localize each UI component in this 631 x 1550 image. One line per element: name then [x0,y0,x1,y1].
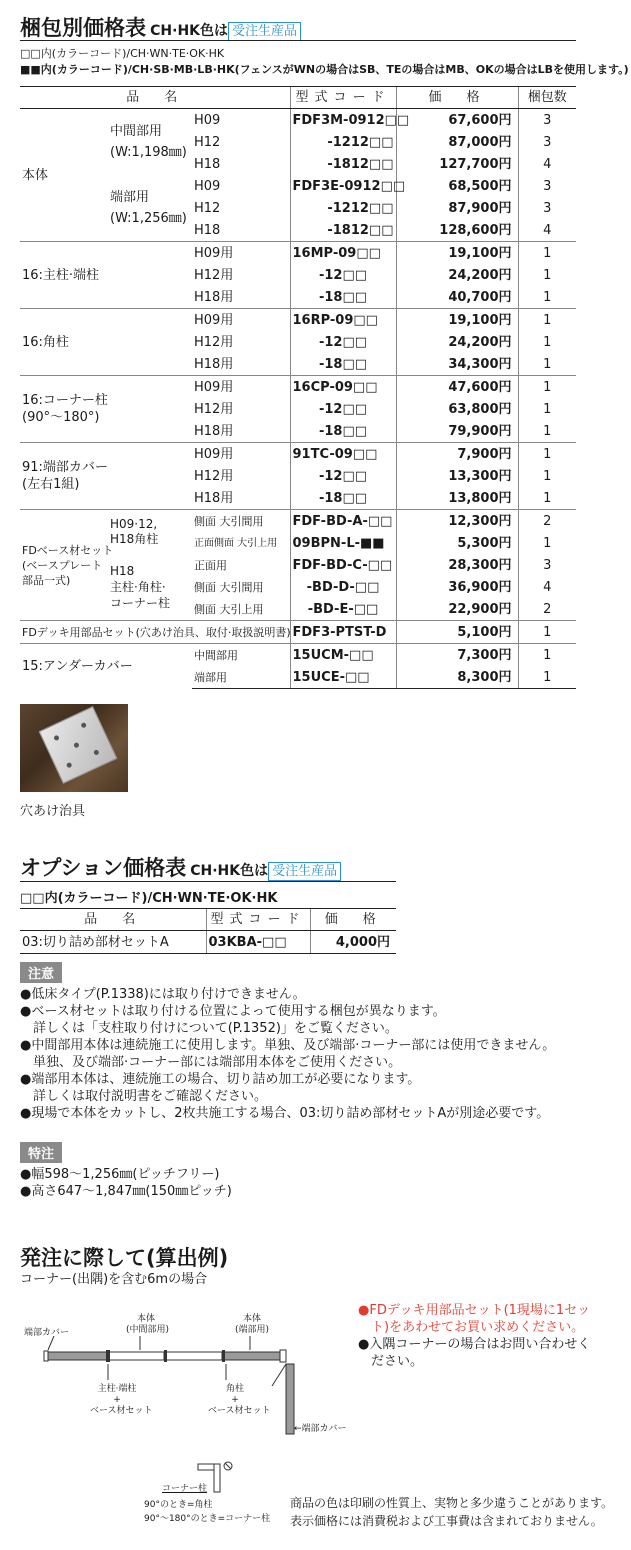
label-body-end: 本体 (端部用) [234,1314,270,1335]
qty-cell: 1 [518,644,576,667]
caution-line: ●現場で本体をカットし、2枚共施工する場合、03:切り詰め部材セットAが別途必要です。 [20,1106,550,1121]
price-cell: 7,300円 [396,644,518,667]
order-note: ●入隅コーナーの場合はお問い合わせく [358,1337,591,1352]
code-cell: -18□□ [290,420,396,443]
code-cell: 09BPN-L-■■ [290,532,396,554]
header-code: 型式コード [290,87,396,109]
sub-label: H09·12, H18角柱 [108,510,192,555]
code-cell: -1812□□ [290,153,396,175]
option-rule [20,881,396,882]
caution-line: ●端部用本体は、連続施工の場合、切り詰め加工が必要になります。 [20,1072,421,1087]
qty-cell: 1 [518,309,576,332]
size-cell: H18 [194,156,221,172]
size-cell: H18用 [194,423,234,439]
label-corner-post: コーナー柱 [162,1484,208,1494]
size-cell: 側面 大引上用 [194,602,264,616]
size-cell: 側面 大引間用 [192,510,290,533]
header-price: 価 格 [310,909,396,931]
code-cell: -12□□ [290,331,396,353]
price-cell: 40,700円 [396,286,518,309]
packing-badge: 受注生産品 [228,22,301,41]
price-cell: 128,600円 [396,219,518,242]
size-cell: H18用 [194,289,234,305]
code-cell: 91TC-09□□ [290,443,396,466]
price-cell: 8,300円 [396,666,518,689]
price-cell: 24,200円 [396,264,518,286]
size-cell: H12用 [194,401,234,417]
qty-cell: 3 [518,175,576,197]
code-cell: FDF3-PTST-D [290,621,396,644]
packing-color-note: CH·HK色は [150,23,229,39]
price-cell: 127,700円 [396,153,518,175]
size-cell: H09用 [192,309,290,332]
qty-cell: 3 [518,554,576,576]
qty-cell: 3 [518,109,576,132]
option-badge: 受注生産品 [268,862,341,881]
caution-line: ●ベース材セットは取り付ける位置によって使用する梱包が異なります。 [20,1004,446,1019]
code-cell: -1812□□ [290,219,396,242]
qty-cell: 1 [518,465,576,487]
code-cell: -1212□□ [290,197,396,219]
header-name: 品 名 [20,909,206,931]
order-note-red: ト)をあわせてお買い求めください。 [358,1320,585,1335]
price-cell: 5,100円 [396,621,518,644]
packing-title-block [20,12,301,42]
caution-line: ●低床タイプ(P.1338)には取り付けできません。 [20,987,306,1002]
order-title: 発注に際して(算出例) [20,1246,229,1270]
price-cell: 4,000円 [310,931,396,954]
size-cell: H12用 [194,267,234,283]
price-cell: 12,300円 [396,510,518,533]
packing-note-2: ■■内(カラーコード)/CH·SB·MB·LB·HK(フェンスがWNの場合はSB、TEの場合はMB、OKの場合はLBを使用します。) [20,63,629,76]
qty-cell: 4 [518,153,576,175]
qty-cell: 2 [518,510,576,533]
price-cell: 22,900円 [396,598,518,621]
size-cell: H09用 [192,443,290,466]
price-cell: 79,900円 [396,420,518,443]
code-cell: -12□□ [290,264,396,286]
option-color-note: CH·HK色は [190,863,269,879]
price-cell: 5,300円 [396,532,518,554]
qty-cell: 4 [518,219,576,242]
footer-line: 表示価格には消費税および工事費は含まれておりません。 [290,1514,603,1528]
table-row [20,931,396,954]
code-cell: -BD-D-□□ [290,576,396,598]
code-cell: 16CP-09□□ [290,376,396,399]
title-rule [20,40,576,41]
price-cell: 63,800円 [396,398,518,420]
size-cell: 側面 大引間用 [194,580,264,594]
group-name: FDデッキ用部品セット(穴あけ治具、取付·取扱説明書) [20,621,290,644]
price-cell: 87,900円 [396,197,518,219]
table-row [20,309,576,332]
sub-label: 端部用 (W:1,256㎜) [110,190,187,226]
size-cell: H09用 [192,242,290,265]
price-cell: 13,300円 [396,465,518,487]
code-cell: -12□□ [290,465,396,487]
size-cell: 端部用 [192,666,290,689]
qty-cell: 1 [518,487,576,510]
table-row [20,443,576,466]
table-row [20,242,576,265]
code-cell: 03KBA-□□ [206,931,310,954]
size-cell: H09 [194,112,221,128]
size-cell: 正面側面 大引上用 [194,537,278,549]
caution-line: ●中間部用本体は連続施工に使用します。単独、及び端部·コーナー部には使用できません。 [20,1038,556,1053]
qty-cell: 1 [518,621,576,644]
special-tag: 特注 [20,1142,62,1163]
group-name: 16:コーナー柱 (90°～180°) [20,376,192,443]
size-cell: H12用 [194,468,234,484]
group-name: 15:アンダーカバー [20,644,192,689]
option-title: オプション価格表 [20,856,187,880]
caution-line: 詳しくは「支柱取り付けについて(P.1352)」をご覧ください。 [20,1021,398,1036]
table-row [20,109,576,132]
header-price: 価 格 [396,87,518,109]
code-cell: -1212□□ [290,131,396,153]
option-title-block [20,852,341,882]
code-cell: -18□□ [290,487,396,510]
size-cell: H18用 [194,490,234,506]
caution-line: 詳しくは取付説明書をご確認ください。 [20,1089,268,1104]
panel-side [286,1364,294,1434]
qty-cell: 1 [518,264,576,286]
qty-cell: 4 [518,576,576,598]
size-cell: H09用 [192,376,290,399]
table-header-row [20,909,396,931]
packing-note-1: □□内(カラーコード)/CH·WN·TE·OK·HK [20,47,225,60]
code-cell: 16RP-09□□ [290,309,396,332]
fence-plan-diagram [40,1336,310,1446]
label-corner-90: 90°のとき=角柱 [144,1500,213,1510]
qty-cell: 1 [518,666,576,689]
qty-cell: 1 [518,353,576,376]
table-header-row [20,87,576,109]
price-cell: 19,100円 [396,242,518,265]
photo-caption: 穴あけ治具 [20,804,86,819]
code-cell: FDF3E-0912□□ [290,175,396,197]
qty-cell: 1 [518,331,576,353]
code-cell: -18□□ [290,353,396,376]
header-name: 品 名 [20,87,290,109]
size-cell: H12 [194,200,221,216]
code-cell: -12□□ [290,398,396,420]
price-cell: 13,800円 [396,487,518,510]
footer-notes [290,1494,613,1530]
qty-cell: 1 [518,532,576,554]
option-price-table [20,908,396,954]
code-cell: -18□□ [290,286,396,309]
price-cell: 28,300円 [396,554,518,576]
code-cell: 15UCE-□□ [290,666,396,689]
size-cell: H18用 [194,356,234,372]
table-row [20,510,576,533]
label-corner-180: 90°～180°のとき=コーナー柱 [144,1514,271,1524]
panel-middle-1 [108,1352,164,1360]
qty-cell: 1 [518,242,576,265]
label-body-middle: 本体 (中間部用) [126,1314,170,1335]
special-line: ●幅598～1,256㎜(ピッチフリー) [20,1167,220,1182]
qty-cell: 1 [518,376,576,399]
order-note: ださい。 [358,1354,424,1369]
qty-cell: 1 [518,420,576,443]
size-cell: 正面用 [194,558,227,572]
code-cell: FDF-BD-C-□□ [290,554,396,576]
caution-line: 単独、及び端部·コーナー部には端部用本体をご使用ください。 [20,1055,402,1070]
footer-line: 商品の色は印刷の性質上、実物と多少違うことがあります。 [290,1496,614,1510]
label-main-post: 主柱·端柱 + ベース材セット [90,1384,153,1416]
special-list [20,1166,232,1200]
code-cell: 16MP-09□□ [290,242,396,265]
sub-label: H18 主柱·角柱· コーナー柱 [110,564,171,610]
panel-end-right [224,1352,280,1360]
header-qty: 梱包数 [518,87,576,109]
jig-plate-shape [39,706,118,784]
group-name: 本体 [22,167,49,183]
size-cell: H09 [194,178,221,194]
price-cell: 67,600円 [396,109,518,132]
code-cell: -BD-E-□□ [290,598,396,621]
qty-cell: 1 [518,286,576,309]
order-subtitle: コーナー(出隅)を含む6mの場合 [20,1272,208,1287]
caution-list [20,986,555,1122]
header-code: 型式コード [206,909,310,931]
price-cell: 87,000円 [396,131,518,153]
table-row [20,376,576,399]
size-cell: H18 [194,222,221,238]
label-end-cover: 端部カバー [24,1328,70,1338]
caution-tag: 注意 [20,962,62,983]
group-name: 91:端部カバー (左右1組) [20,443,192,510]
code-cell: 15UCM-□□ [290,644,396,667]
price-cell: 24,200円 [396,331,518,353]
packing-title: 梱包別価格表 [20,16,146,40]
corner-post [280,1350,286,1362]
qty-cell: 3 [518,197,576,219]
label-square-post: 角柱 + ベース材セット [208,1384,271,1416]
price-cell: 34,300円 [396,353,518,376]
sub-label: 中間部用 (W:1,198㎜) [110,124,187,160]
table-row [20,644,576,667]
price-cell: 68,500円 [396,175,518,197]
price-cell: 36,900円 [396,576,518,598]
packing-price-table [20,86,576,689]
group-name: 16:主柱·端柱 [20,242,192,309]
size-cell: H12 [194,134,221,150]
group-name: FDベース材セット (ベースプレート 部品一式) [20,510,108,621]
code-cell: FDF3M-0912□□ [290,109,396,132]
qty-cell: 1 [518,398,576,420]
price-cell: 7,900円 [396,443,518,466]
order-note-red: ●FDデッキ用部品セット(1現場に1セッ [358,1303,591,1318]
panel-middle-2 [166,1352,222,1360]
special-line: ●高さ647～1,847㎜(150㎜ピッチ) [20,1184,232,1199]
table-row [20,621,576,644]
size-cell: H12用 [194,334,234,350]
qty-cell: 1 [518,443,576,466]
order-notes [358,1302,590,1370]
name-cell: 03:切り詰め部材セットA [20,931,206,954]
option-note: □□内(カラーコード)/CH·WN·TE·OK·HK [20,891,278,906]
size-cell: 中間部用 [192,644,290,667]
price-cell: 19,100円 [396,309,518,332]
qty-cell: 3 [518,131,576,153]
price-cell: 47,600円 [396,376,518,399]
group-name: 16:角柱 [20,309,192,376]
label-end-cover-2: ←端部カバー [294,1424,347,1434]
code-cell: FDF-BD-A-□□ [290,510,396,533]
qty-cell: 2 [518,598,576,621]
drilling-jig-photo [20,704,128,792]
